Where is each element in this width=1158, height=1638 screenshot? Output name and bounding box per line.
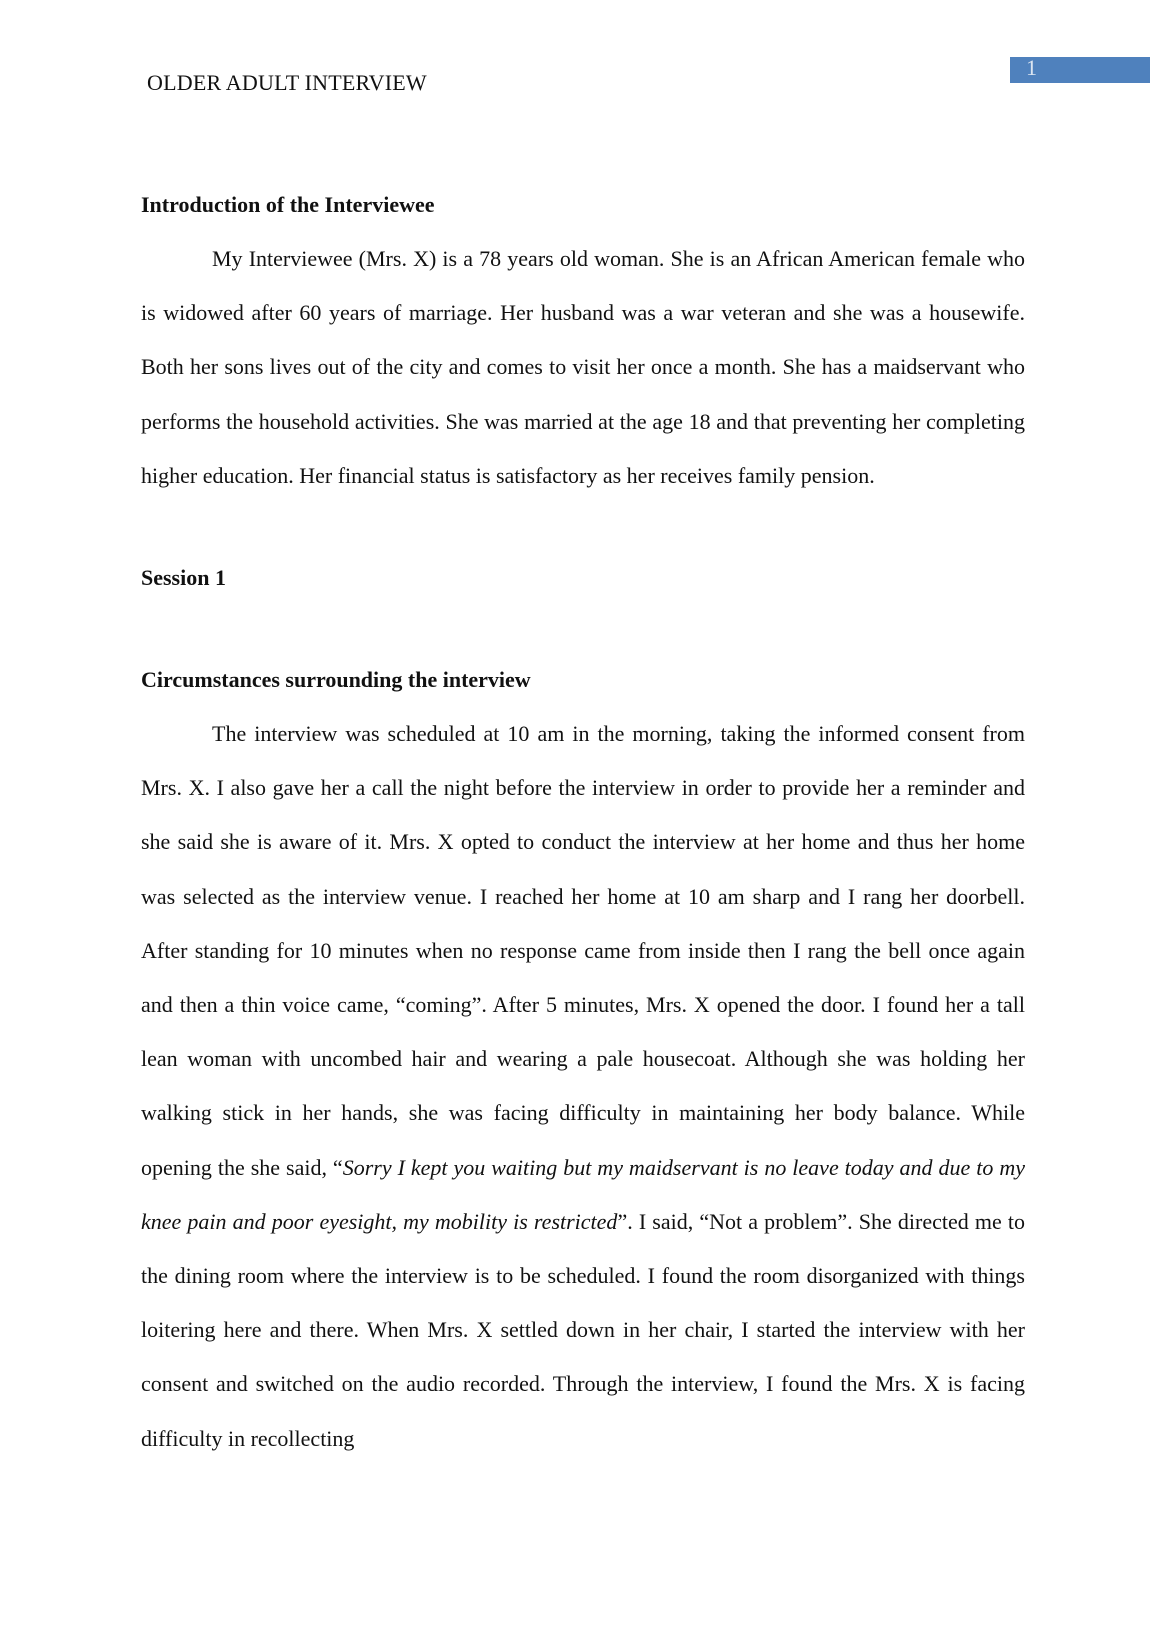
circumstances-text-part1: The interview was scheduled at 10 am in the morning, taking the informed consent from Mrs. X. I also gave her a call the night before the interview in order to provide her a reminder and she said she is aware of it. Mrs. X opted to conduct the interview at her home and thus her home was selected as the interview venue. I reached her home at 10 am sharp and I rang her doorbell. After standing for 10 minutes when no response came from inside then I rang the bell once again and then a thin voice came, “coming”. After 5 minutes, Mrs. X opened the door. I found her a tall lean woman with uncombed hair and wearing a pale housecoat. Although she was holding her walking stick in her hands, she was facing difficulty in maintaining her body balance. While opening the she said, “ <box>141 721 1025 1180</box>
page-number-bar <box>1010 57 1150 83</box>
section-spacer <box>141 605 1025 653</box>
section-spacer <box>141 503 1025 551</box>
running-head: OLDER ADULT INTERVIEW <box>147 70 427 95</box>
circumstances-paragraph <box>141 707 1025 1466</box>
intro-heading: Introduction of the Interviewee <box>141 192 435 217</box>
page-number: 1 <box>1026 55 1037 80</box>
document-body <box>141 178 1025 1466</box>
circumstances-quote: Sorry I kept you waiting but my maidservant is no leave today and due to my knee pain and poor eyesight, my mobility is restricted <box>141 1154 1025 1234</box>
intro-paragraph: My Interviewee (Mrs. X) is a 78 years old woman. She is an African American female who is widowed after 60 years of marriage. Her husband was a war veteran and she was a housewife. Both her sons lives out of the city and comes to visit her once a month. She has a maidservant who performs the household activities. She was married at the age 18 and that preventing her completing higher education. Her financial status is satisfactory as her receives family pension. <box>141 246 1025 488</box>
circumstances-text-part2: ”. I said, “Not a problem”. She directed me to the dining room where the interview is to be scheduled. I found the room disorganized with things loitering here and there. When Mrs. X settled down in her chair, I started the interview with her consent and switched on the audio recorded. Through the interview, I found the Mrs. X is facing difficulty in recollecting <box>141 1208 1025 1451</box>
session-heading: Session 1 <box>141 565 226 591</box>
circumstances-heading: Circumstances surrounding the interview <box>141 667 531 693</box>
